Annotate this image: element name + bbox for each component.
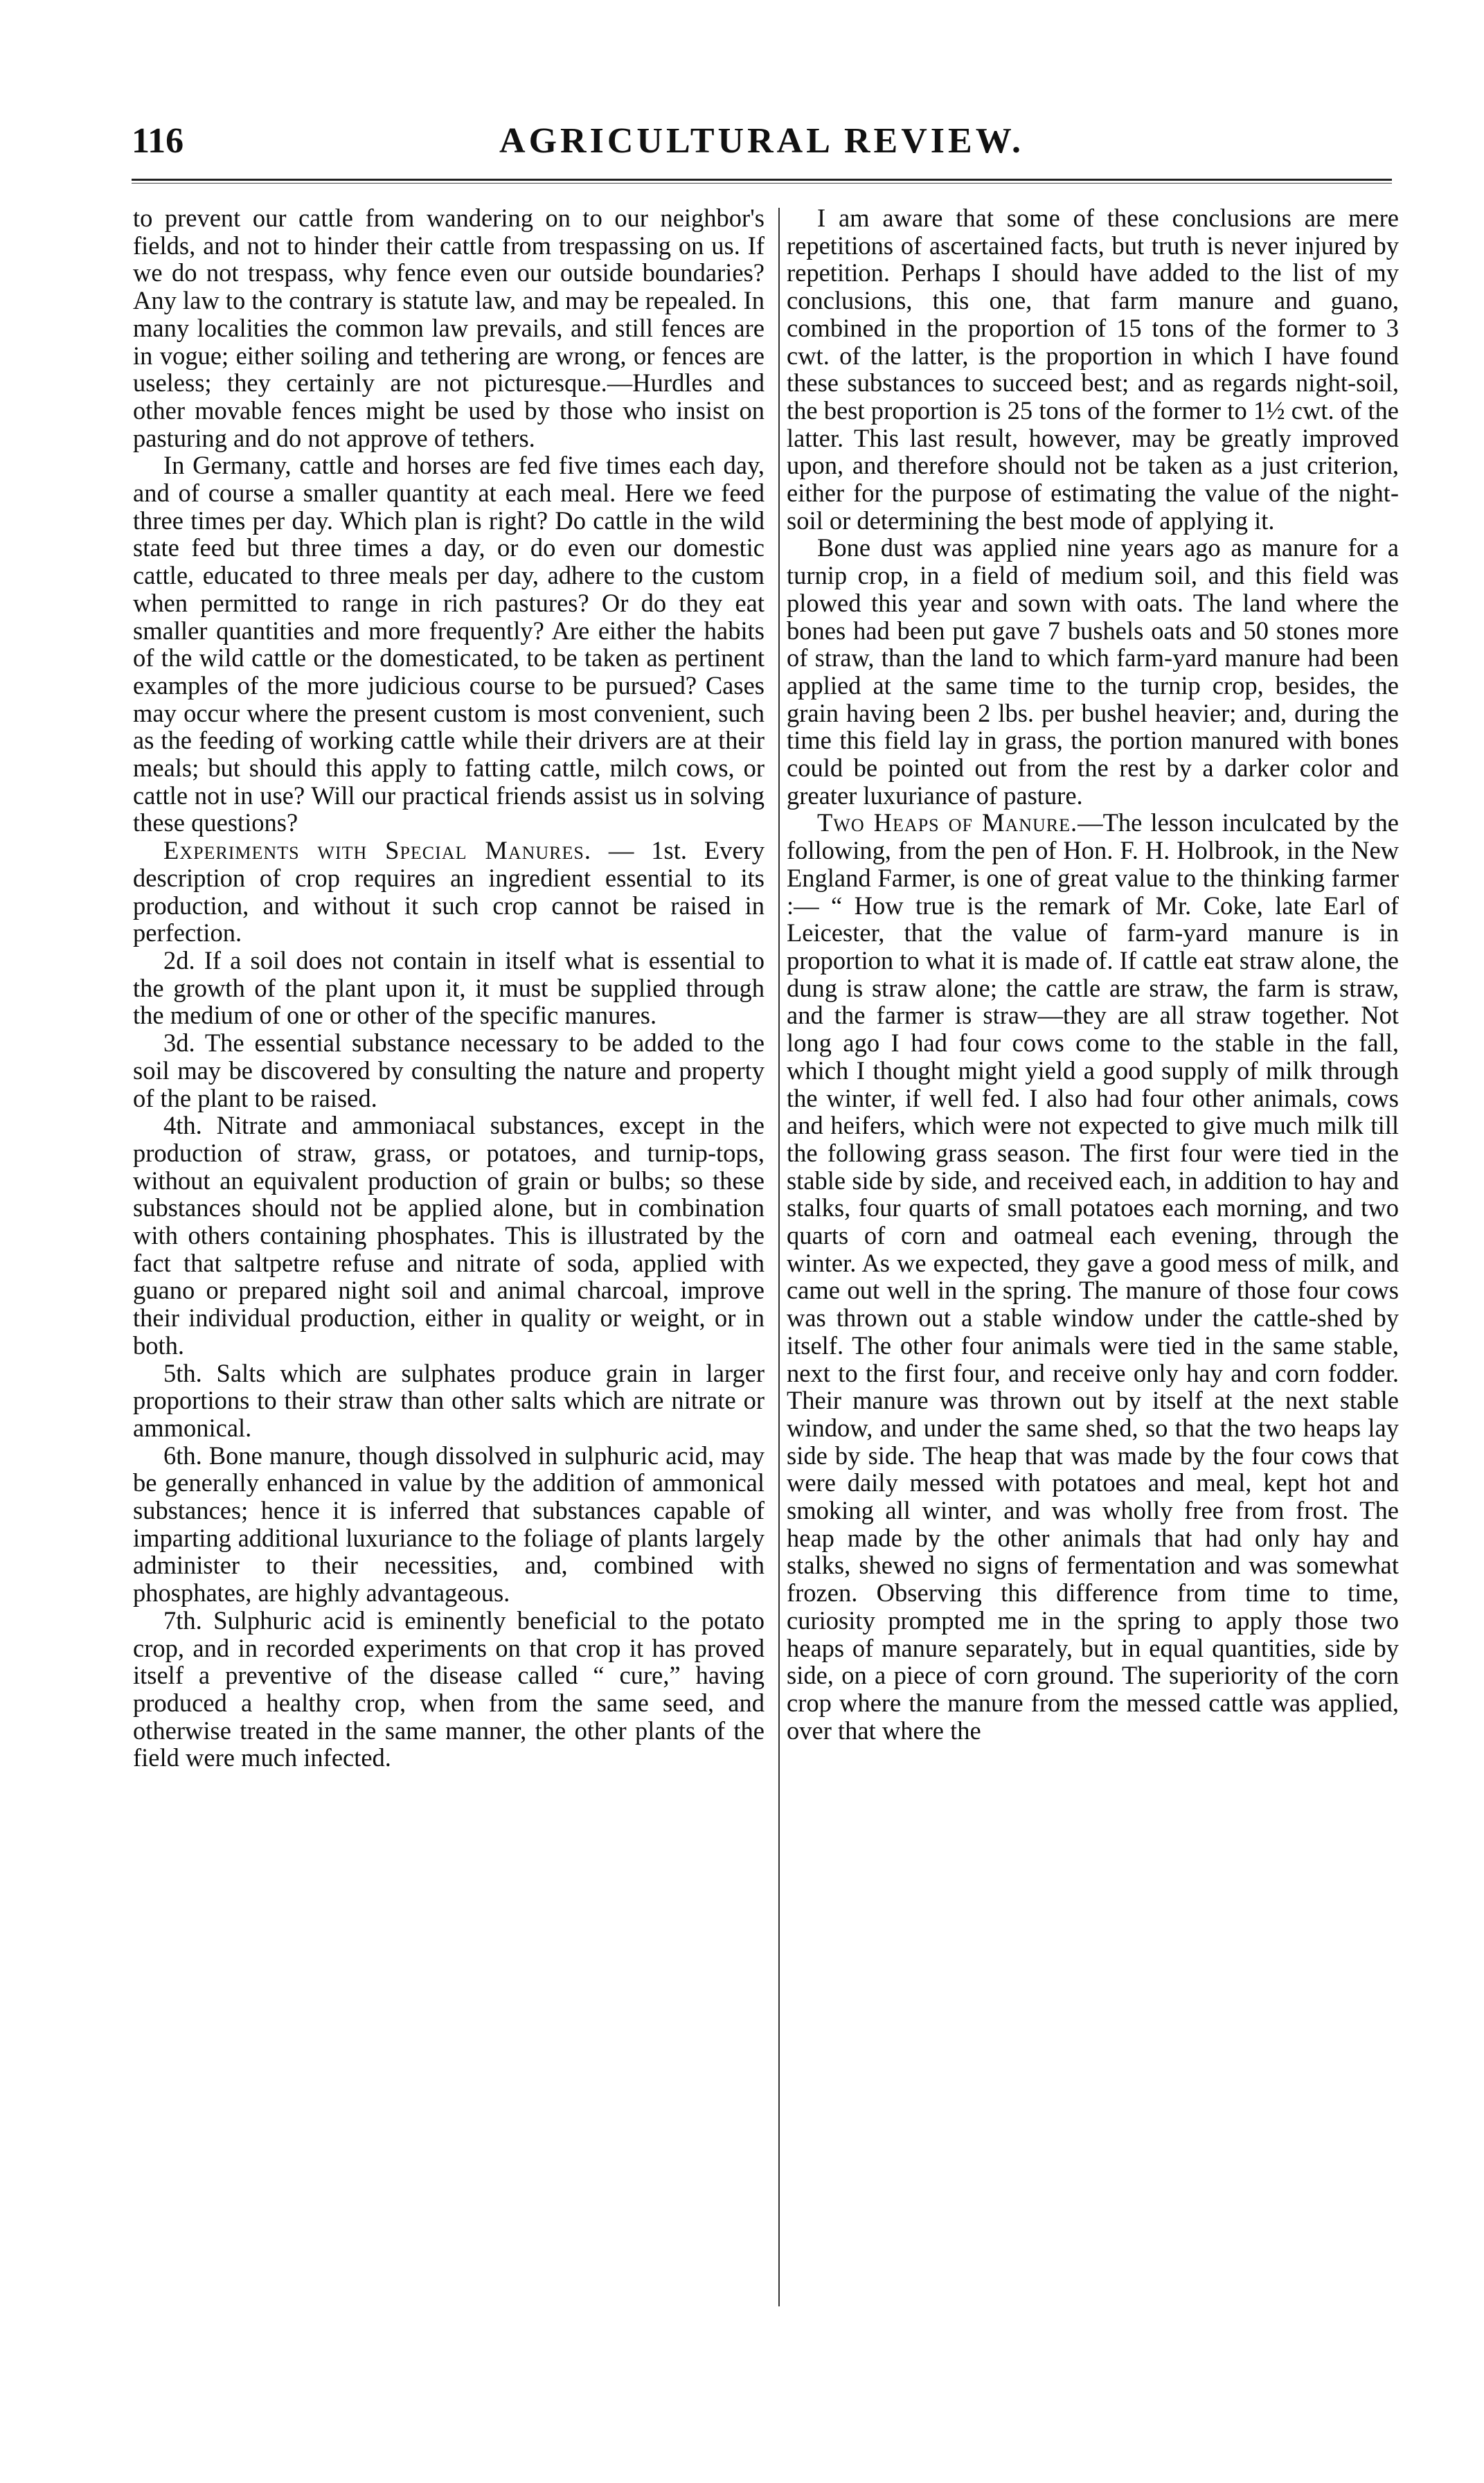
left-column (133, 204, 765, 2310)
page-number: 116 (132, 121, 184, 161)
paragraph: 7th. Sulphuric acid is eminently beneficial to the potato crop, and in recorded experiments on that crop it has proved itself a preventive of the disease called “ cure,” having produced a healthy crop, when from the same seed, and otherwise treated in the same manner, the other plants of the field were much infected. (133, 1605, 765, 1772)
paragraph (787, 809, 1399, 1744)
paragraph: 6th. Bone manure, though dissolved in sulphuric acid, may be generally enhanced in value by the addition of ammonical substances; hence it is inferred that substances capable of imparting additional luxuriance to the foliage of plants largely administer to their necessities, and, combined with phosphates, are highly advantageous. (133, 1441, 765, 1608)
right-column (767, 204, 1399, 2310)
header-rule (132, 179, 1392, 181)
paragraph-text: — 1st. Every description of crop requires an ingredient essential to its production, and without it such crop cannot be raised in perfection. (133, 836, 765, 947)
paragraph (133, 837, 765, 947)
paragraph: Bone dust was applied nine years ago as manure for a turnip crop, in a field of medium soil, and this field was plowed this year and sown with oats. The land where the bones had been put gave 7 bushels oats and 50 stones more of straw, than the land to which farm-yard manure had been applied at the same time to the turnip crop, besides, the grain having been 2 lbs. per bushel heavier; and, during the time this field lay in grass, the portion manured with bones could be pointed out from the rest by a darker color and greater luxuriance of pasture. (787, 533, 1399, 810)
section-heading: Two Heaps of Manure. (817, 808, 1078, 837)
section-heading: Experiments with Special Manures. (163, 836, 591, 865)
paragraph: 3d. The essential substance necessary to be added to the soil may be discovered by consulting the nature and property of the plant to be raised. (133, 1029, 765, 1112)
paragraph: 5th. Salts which are sulphates produce grain in larger proportions to their straw than other salts which are nitrate or ammonical. (133, 1358, 765, 1442)
paragraph: I am aware that some of these conclusions are mere repetitions of ascertained facts, but truth is never injured by repetition. Perhaps I should have added to the list of my conclusions, this one, that farm manure and guano, combined in the proportion of 15 tons of the former to 3 cwt. of the latter, is the proportion in which I have found these substances to succeed best; and as regards night-soil, the best proportion is 25 tons of the former to 1½ cwt. of the latter. This last result, however, may be greatly improved upon, and therefore should not be taken as a just criterion, either for the purpose of estimating the value of the night-soil or determining the best mode of applying it. (787, 204, 1399, 535)
paragraph: to prevent our cattle from wandering on to our neighbor's fields, and not to hinder their cattle from trespassing on us. If we do not trespass, why fence even our outside boundaries? Any law to the contrary is statute law, and may be repealed. In many localities the common law prevails, and still fences are in vogue; either soiling and tethering are wrong, or fences are useless; they certainly are not picturesque.—Hurdles and other movable fences might be used by those who insist on pasturing and do not approve of tethers. (133, 204, 765, 452)
page-header (132, 116, 1392, 165)
paragraph: 2d. If a soil does not contain in itself what is essential to the growth of the plant upon it, it must be supplied through the medium of one or other of the specific manures. (133, 945, 765, 1030)
paragraph-text: —The lesson inculcated by the following, from the pen of Hon. F. H. Holbrook, in the New England Farmer, is one of great value to the thinking farmer :— “ How true is the remark of Mr. Coke, late Earl of Leicester, that the value of farm-yard manure is in proportion to what it is made of. If cattle eat straw alone, the dung is straw alone; the cattle are straw, the farm is straw, and the farmer is straw—they are all straw together. Not long ago I had four cows come to the stable in the fall, which I thought might yield a good supply of milk through the winter, if well fed. I also had four other animals, cows and heifers, which were not expected to give much milk till the following grass season. The first four were tied in the stable side by side, and received each, in addition to hay and stalks, four quarts of small potatoes each morning, and two quarts of corn and oatmeal each evening, through the winter. As we expected, they gave a good mess of milk, and came out well in the spring. The manure of those four cows was thrown out a stable window under the cattle-shed by itself. The other four animals were tied in the same stable, next to the first four, and receive only hay and corn fodder. Their manure was thrown out by itself at the next stable window, and under the same shed, so that the two heaps lay side by side. The heap that was made by the four cows that were daily messed with potatoes and meal, kept hot and smoking all winter, and was wholly free from frost. The heap made by the other animals that had only hay and stalks, shewed no signs of fermentation and was somewhat frozen. Observing this difference from time to time, curiosity prompted me in the spring to apply those two heaps of manure separately, but in equal quantities, side by side, on a piece of corn ground. The superiority of the corn crop where the manure from the messed cattle was applied, over that where the (787, 808, 1399, 1745)
running-head: AGRICULTURAL REVIEW. (499, 121, 1024, 161)
header-rule-thin (132, 183, 1392, 184)
paragraph: 4th. Nitrate and ammoniacal substances, except in the production of straw, grass, or potatoes, and turnip-tops, without an equivalent production of grain or bulbs; so these substances should not be applied alone, but in combination with others containing phosphates. This is illustrated by the fact that saltpetre refuse and nitrate of soda, applied with guano or prepared night soil and animal charcoal, improve their individual production, either in quality or weight, or in both. (133, 1111, 765, 1360)
paragraph: In Germany, cattle and horses are fed five times each day, and of course a smaller quantity at each meal. Here we feed three times per day. Which plan is right? Do cattle in the wild state feed but three times a day, or do even our domestic cattle, educated to three meals per day, adhere to the custom when permitted to range in rich pastures? Or do they eat smaller quantities and more frequently? Are either the habits of the wild cattle or the domesticated, to be taken as pertinent examples of the more judicious course to be pursued? Cases may occur where the present custom is most convenient, such as the feeding of working cattle while their drivers are at their meals; but should this apply to fatting cattle, milch cows, or cattle not in use? Will our practical friends assist us in solving these questions? (133, 451, 765, 837)
